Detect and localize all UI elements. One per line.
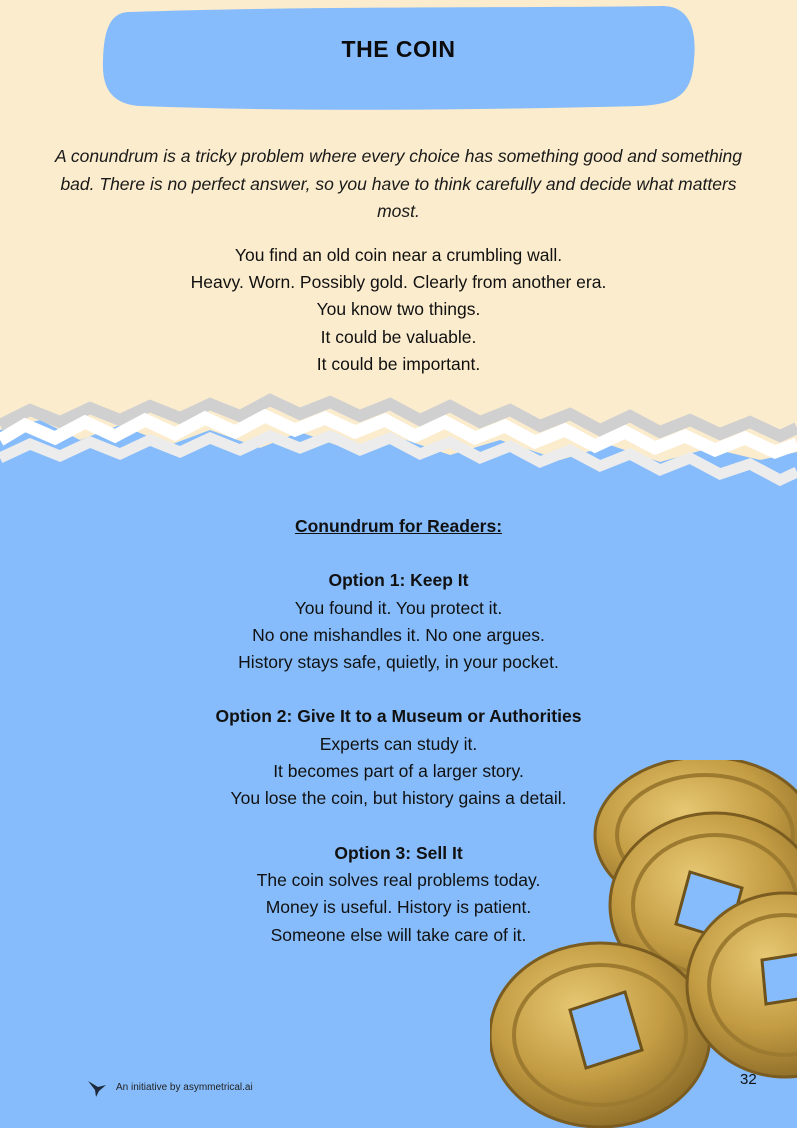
story-line: It could be important. (316, 353, 481, 374)
bird-logo-icon (86, 1077, 108, 1099)
option-title: Option 3: Sell It (334, 842, 463, 863)
page-number: 32 (740, 1071, 757, 1088)
story-line: Heavy. Worn. Possibly gold. Clearly from another era. (190, 272, 607, 293)
option-line: The coin solves real problems today. (256, 869, 541, 890)
readers-heading: Conundrum for Readers: (294, 516, 503, 536)
option-title: Option 1: Keep It (328, 570, 469, 591)
footer-initiative-text: An initiative by asymmetrical.ai (116, 1082, 253, 1093)
title-banner (0, 0, 797, 130)
option-1 (50, 567, 747, 676)
page-title: THE COIN (341, 36, 456, 62)
option-line: History stays safe, quietly, in your pocket. (238, 652, 559, 673)
option-line: Someone else will take care of it. (270, 924, 527, 945)
story-line: It could be valuable. (320, 326, 477, 347)
torn-paper-edge (0, 370, 797, 500)
option-line: It becomes part of a larger story. (273, 761, 524, 782)
story-text (50, 242, 747, 378)
story-line: You find an old coin near a crumbling wall. (234, 245, 563, 265)
option-line: Experts can study it. (319, 733, 478, 754)
option-line: You found it. You protect it. (294, 597, 503, 618)
option-title: Option 2: Give It to a Museum or Authorities (215, 706, 582, 727)
option-line: Money is useful. History is patient. (265, 897, 532, 918)
option-line: No one mishandles it. No one argues. (252, 624, 545, 645)
option-line: You lose the coin, but history gains a detail. (230, 788, 567, 809)
intro-paragraph: A conundrum is a tricky problem where every choice has something good and something bad. There is no perfect answer, so you have to think carefully and decide what matters most. (54, 146, 743, 221)
story-line: You know two things. (316, 299, 481, 320)
